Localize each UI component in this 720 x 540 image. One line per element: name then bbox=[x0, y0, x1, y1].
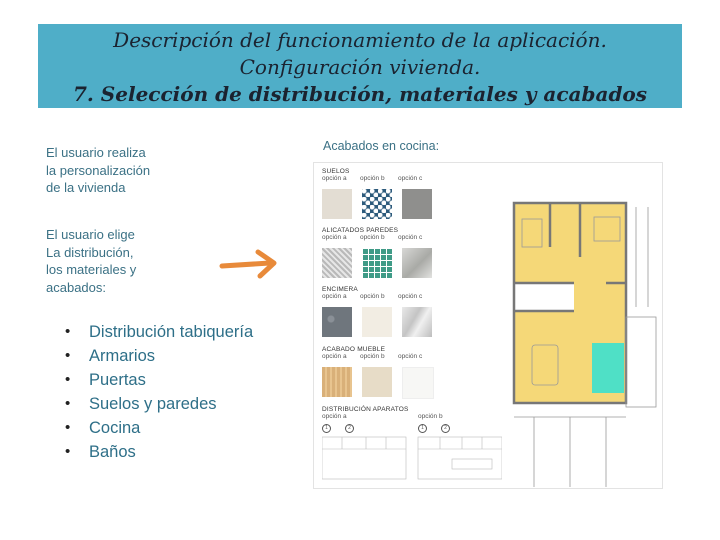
section-label-walls: ALICATADOS PAREDES bbox=[322, 227, 399, 234]
intro-line: de la vivienda bbox=[46, 180, 126, 195]
options-row-cabinet bbox=[322, 353, 426, 360]
swatch-cabinet-b[interactable] bbox=[362, 367, 392, 397]
swatch-cabinet-c[interactable] bbox=[402, 367, 434, 399]
list-item-label: Distribución tabiquería bbox=[89, 323, 254, 341]
number-circle: 2 bbox=[441, 424, 450, 433]
option-label: opción c bbox=[398, 234, 423, 241]
section-label-appliances: DISTRIBUCIÓN APARATOS bbox=[322, 406, 409, 413]
section-label-cabinet: ACABADO MUEBLE bbox=[322, 346, 386, 353]
option-label: opción c bbox=[398, 175, 423, 182]
options-row-walls bbox=[322, 234, 426, 241]
option-label: opción b bbox=[360, 293, 385, 300]
slide-title-banner bbox=[38, 24, 682, 108]
swatch-cabinet-a[interactable] bbox=[322, 367, 352, 397]
list-item bbox=[65, 344, 253, 368]
arrow-right-icon bbox=[218, 248, 282, 280]
list-item-label: Baños bbox=[89, 443, 136, 461]
swatch-wall-c[interactable] bbox=[402, 248, 432, 278]
intro-line: El usuario realiza bbox=[46, 145, 146, 160]
choice-line: La distribución, bbox=[46, 244, 134, 260]
options-row-floors bbox=[322, 175, 426, 182]
swatch-countertop-b[interactable] bbox=[362, 307, 392, 337]
bullet-dot: • bbox=[65, 419, 71, 436]
customization-list bbox=[65, 320, 253, 464]
appliance-numbers-b bbox=[418, 424, 464, 433]
title-line-2: Configuración vivienda. bbox=[239, 55, 481, 79]
list-item bbox=[65, 416, 253, 440]
list-item-label: Cocina bbox=[89, 419, 141, 437]
list-item bbox=[65, 440, 253, 464]
appliance-layout-drawings[interactable] bbox=[322, 435, 502, 483]
list-item-label: Suelos y paredes bbox=[89, 395, 217, 413]
appliance-numbers-a bbox=[322, 424, 368, 433]
swatch-floor-b[interactable] bbox=[362, 189, 392, 219]
choice-line: los materiales y bbox=[46, 262, 137, 277]
title-line-3: 7. Selección de distribución, materiales y acabados bbox=[72, 82, 648, 106]
option-label: opción a bbox=[322, 413, 347, 420]
option-label: opción c bbox=[398, 353, 423, 360]
intro-paragraph bbox=[46, 144, 196, 197]
bullet-dot: • bbox=[65, 323, 71, 340]
choice-paragraph bbox=[46, 226, 196, 296]
intro-line: la personalización bbox=[46, 162, 151, 178]
list-item bbox=[65, 392, 253, 416]
swatch-countertop-a[interactable] bbox=[322, 307, 352, 337]
option-label: opción a bbox=[322, 175, 347, 182]
swatch-wall-b[interactable] bbox=[362, 248, 392, 278]
option-label: opción a bbox=[322, 293, 347, 300]
number-circle: 1 bbox=[418, 424, 427, 433]
number-circle: 2 bbox=[345, 424, 354, 433]
option-label: opción c bbox=[398, 293, 423, 300]
kitchen-config-panel bbox=[313, 162, 663, 489]
options-row-appliances bbox=[322, 413, 446, 420]
list-item bbox=[65, 368, 253, 392]
bullet-dot: • bbox=[65, 395, 71, 412]
list-item bbox=[65, 320, 253, 344]
kitchen-finishes-title: Acabados en cocina: bbox=[323, 139, 440, 153]
option-label: opción b bbox=[360, 353, 385, 360]
bullet-dot: • bbox=[65, 347, 71, 364]
list-item-label: Armarios bbox=[89, 347, 156, 365]
bullet-dot: • bbox=[65, 443, 71, 460]
option-label: opción b bbox=[360, 175, 385, 182]
swatch-floor-a[interactable] bbox=[322, 189, 352, 219]
bullet-dot: • bbox=[65, 371, 71, 388]
option-label: opción a bbox=[322, 234, 347, 241]
options-row-countertop bbox=[322, 293, 426, 300]
floor-plan-drawing[interactable] bbox=[510, 197, 658, 487]
option-label: opción b bbox=[418, 413, 443, 420]
title-line-1: Descripción del funcionamiento de la aplicación. bbox=[113, 28, 607, 52]
list-item-label: Puertas bbox=[89, 371, 146, 389]
option-label: opción b bbox=[360, 234, 385, 241]
choice-line: El usuario elige bbox=[46, 227, 135, 242]
swatch-wall-a[interactable] bbox=[322, 248, 352, 278]
section-label-floors: SUELOS bbox=[322, 168, 350, 175]
choice-line: acabados: bbox=[46, 279, 106, 295]
swatch-countertop-c[interactable] bbox=[402, 307, 432, 337]
swatch-floor-c[interactable] bbox=[402, 189, 432, 219]
option-label: opción a bbox=[322, 353, 347, 360]
number-circle: 1 bbox=[322, 424, 331, 433]
section-label-countertop: ENCIMERA bbox=[322, 286, 358, 293]
